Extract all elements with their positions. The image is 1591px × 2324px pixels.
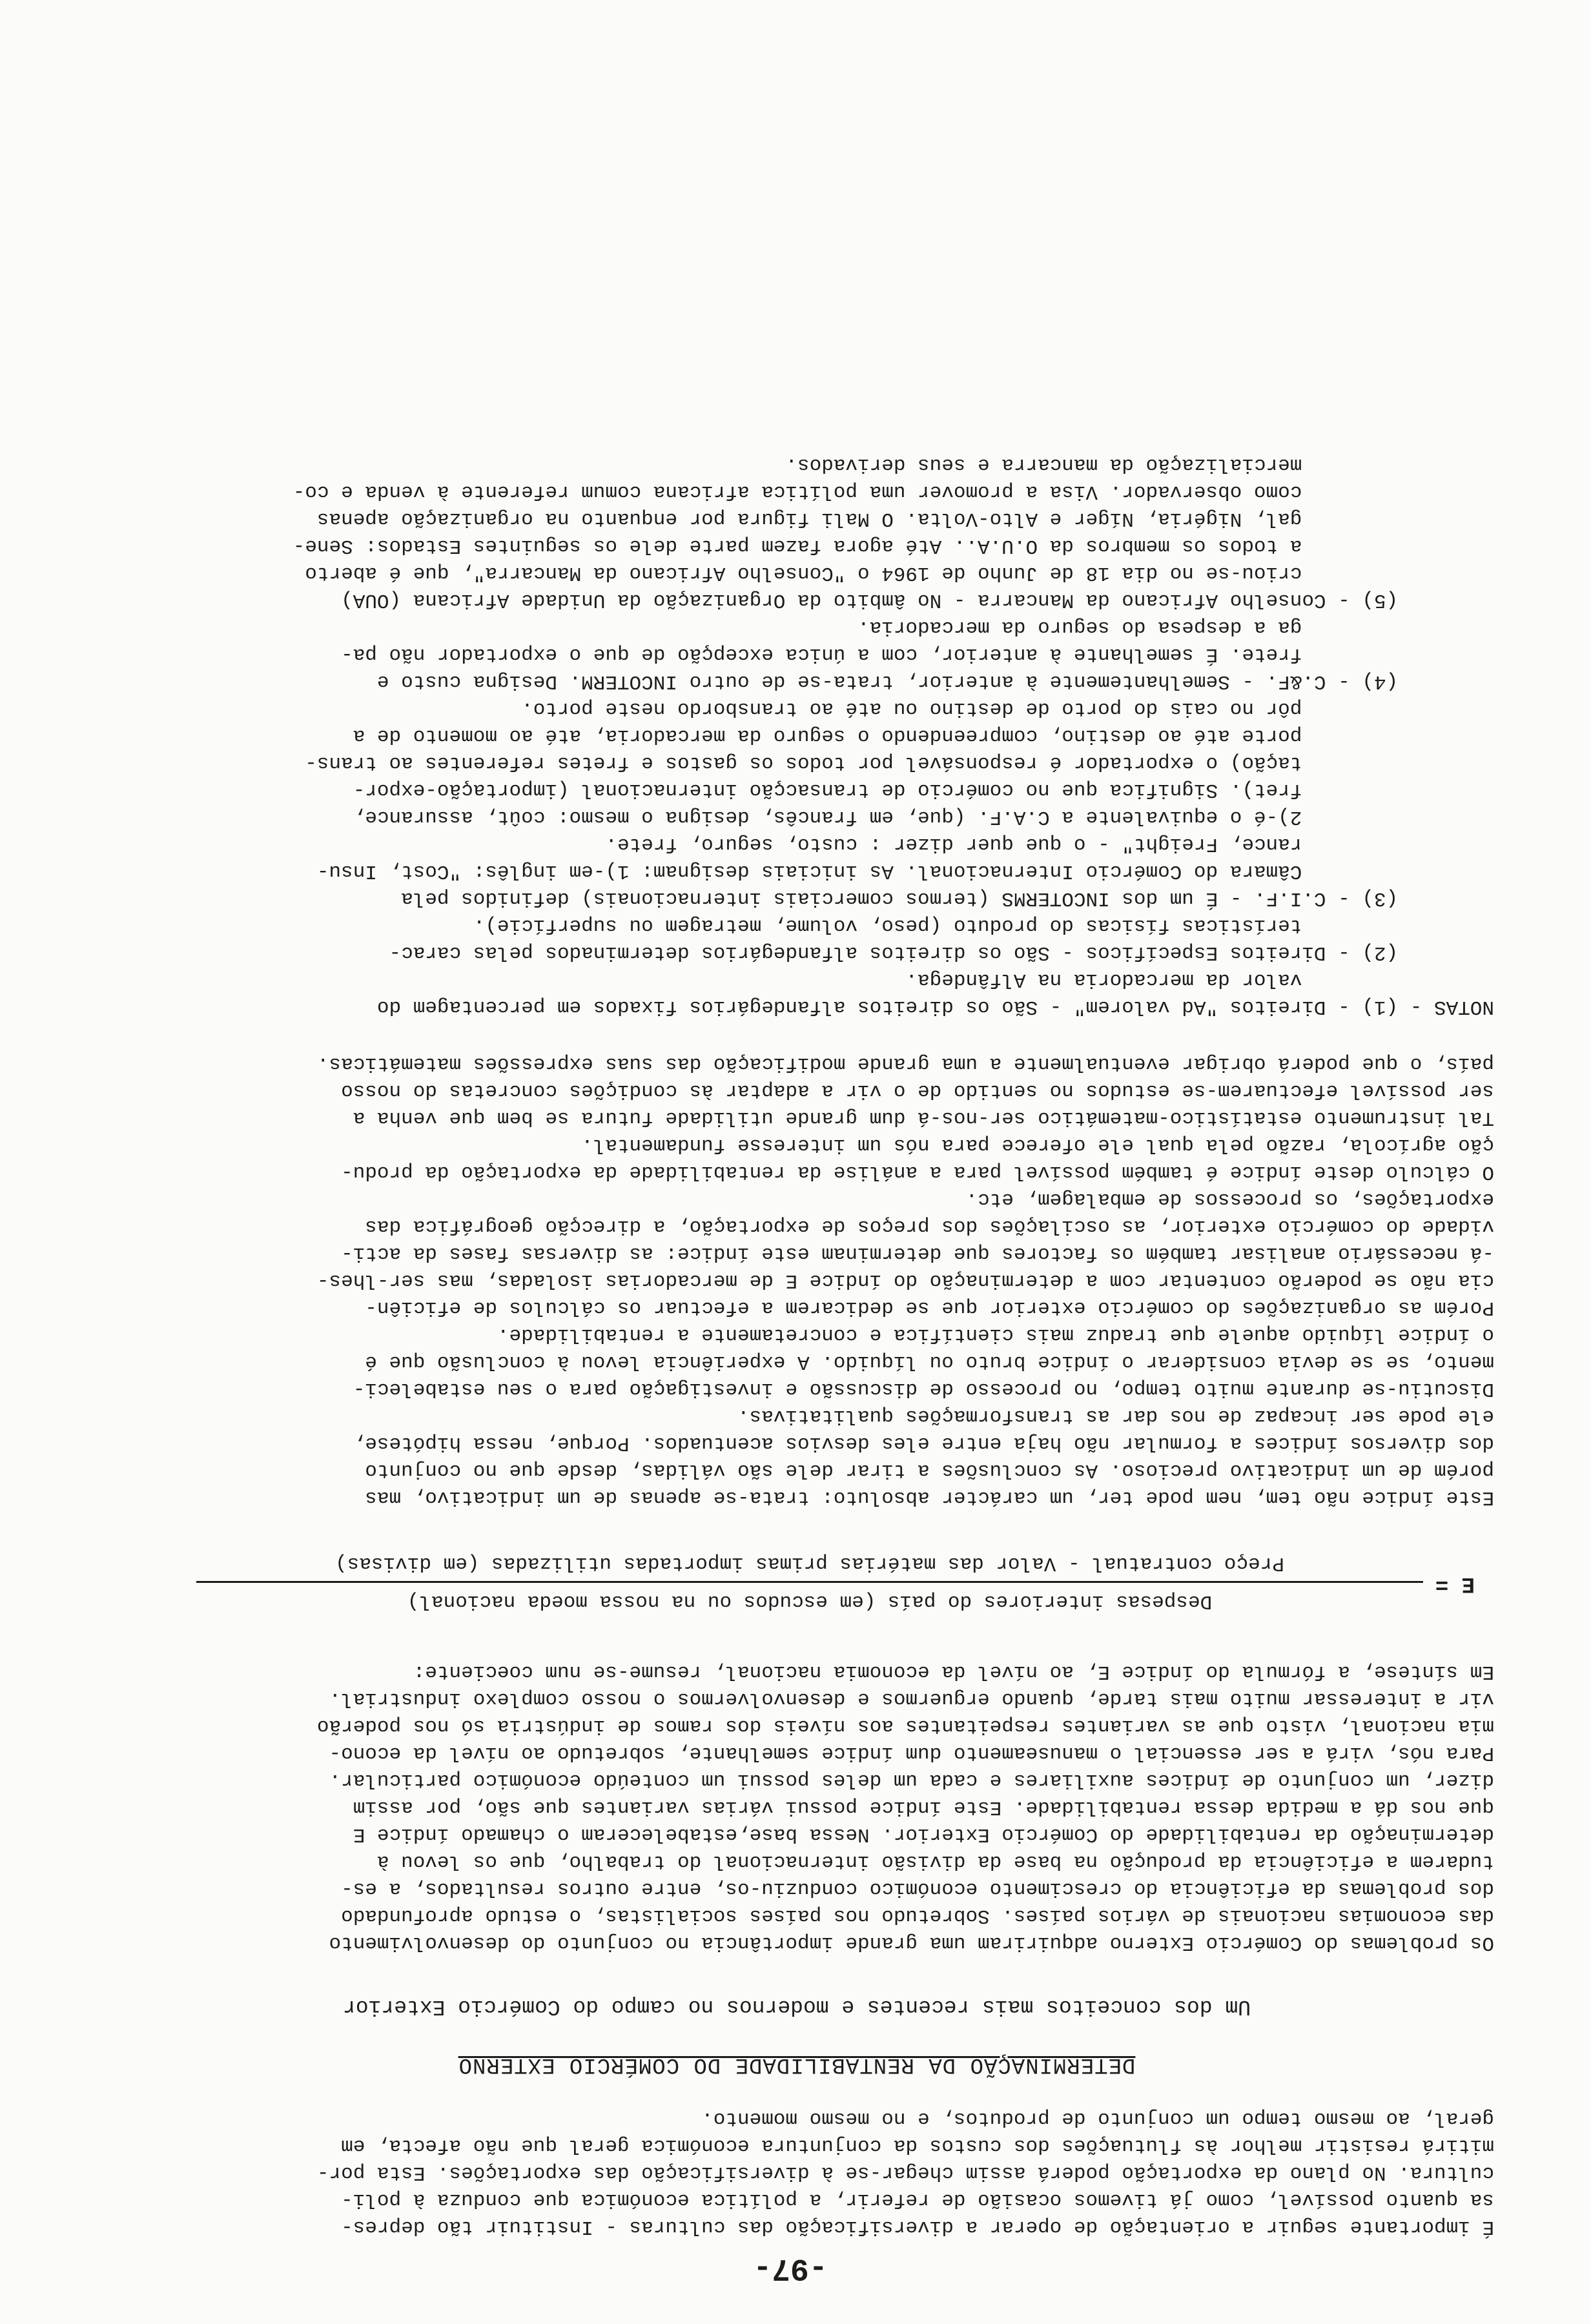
note-line: valor da mercadoria na Alfândega. bbox=[905, 968, 1494, 991]
text-line: país, o que poderá obrigar eventualmente a uma grande modificação das suas expressões matemáticas. bbox=[316, 1052, 1494, 1075]
text-line: É importante seguir a orientação de operar a diversificação das culturas - Instituir tão depres- bbox=[341, 2216, 1494, 2238]
text-line: -á necessário analisar também os factores que determinam este índice: as diversas fases da acti- bbox=[341, 1242, 1494, 1265]
text-line: ção agrícola, razão pela qual ele oferece para nós um interesse fundamental. bbox=[581, 1134, 1494, 1156]
note-line: como observador. Visa a promover uma política africana comum referente à venda e co- bbox=[293, 480, 1494, 503]
page-subtitle: Um dos conceitos mais recentes e modernos no campo do Comércio Exterior bbox=[342, 1995, 1251, 2019]
text-line: vidade do comércio exterior, as oscilações dos preços de exportação, a direcção geográfica das bbox=[365, 1215, 1494, 1238]
text-line: mitirá resistir melhor às flutuações dos custos da conjuntura económica geral que não afecta, em bbox=[341, 2134, 1494, 2157]
note-line: frete. É semelhante à anterior, com a única excepção de que o exportador não pa- bbox=[341, 643, 1494, 666]
text-line: geral, ao mesmo tempo um conjunto de produtos, e no mesmo momento. bbox=[701, 2107, 1494, 2130]
text-line: cultura. No plano da exportação poderá assim chegar-se à diversificação das exportações. Esta por- bbox=[316, 2161, 1494, 2184]
note-line: fret). Significa que no comércio de transacção internacional (importação-expor- bbox=[353, 779, 1494, 801]
note-line: (5) - Conselho Africano da Mancarra - No âmbito da Organização da Unidade Africana (OUA) bbox=[341, 589, 1494, 611]
text-line: o índice líquido aquele que traduz mais científica e concretamente a rentabilidade. bbox=[497, 1323, 1494, 1346]
text-line: Para nós, virá a ser essencial o manuseamento dum índice semelhante, sobretudo ao nível da econo- bbox=[329, 1742, 1494, 1764]
text-line: Os problemas do Comércio Externo adquiriram uma grande importância no conjunto do desenvolvimento bbox=[329, 1932, 1494, 1954]
page-number: -97- bbox=[753, 2250, 828, 2285]
note-line: Câmara do Comércio Internacional. As iniciais designam: 1)-em inglês: "Cost, Insu- bbox=[316, 860, 1494, 882]
text-line: ele pode ser incapaz de nos dar as transformações qualitativas. bbox=[737, 1405, 1494, 1427]
footnotes bbox=[99, 451, 1494, 1020]
section-heading bbox=[99, 2050, 1494, 2079]
text-line: mia nacional, visto que as variantes respeitantes aos níveis dos ramos de indústria só nos poderão bbox=[316, 1715, 1494, 1737]
section-subheading bbox=[99, 1992, 1494, 2021]
note-line: gal, Nigéria, Níger e Alto-Volta. O Mali figura por enquanto na organização apenas bbox=[316, 507, 1494, 530]
note-line: porte até ao destino, compreendendo o seguro da mercadoria, até ao momento de a bbox=[353, 724, 1494, 747]
text-line: mento, se se devia considerar o índice bruto ou líquido. A experiência levou à conclusão que é bbox=[365, 1351, 1494, 1373]
formula-denominator: Preço contratual - Valor das matérias primas importadas utilizadas (em divisas) bbox=[335, 1552, 1284, 1575]
intro-paragraph bbox=[99, 2105, 1494, 2240]
text-line: dos diversos índices a formular não haja entre eles desvios acentuados. Porque, nessa hipótese, bbox=[353, 1432, 1494, 1454]
note-line: (3) - C.I.F. - É um dos INCOTERMS (termos comerciais internacionais) definidos pela bbox=[401, 887, 1494, 910]
text-line: dizer, um conjunto de índices auxiliares e cada um deles possui um conteúdo económico particular. bbox=[329, 1769, 1494, 1791]
note-line: mercialização da mancarra e seus derivados. bbox=[785, 453, 1494, 476]
text-line: exportações, os processos de embalagem, etc. bbox=[965, 1188, 1494, 1210]
text-line: sa quanto possível, como já tivemos ocasião de referir, a política económica que conduza à poli- bbox=[341, 2188, 1494, 2211]
text-line: Porém as organizações do comércio exterior que se dedicarem a efectuar os cálculos de eficiên- bbox=[365, 1296, 1494, 1319]
text-line: Discutiu-se durante muito tempo, no processo de discussão e investigação para o seu estabeleci- bbox=[353, 1378, 1494, 1400]
text-line: determinação da rentabilidade do Comércio Exterior. Nessa base,estabeleceram o chamado índice E bbox=[353, 1823, 1494, 1846]
text-line: Tal instrumento estatístico-matemático ser-nos-á dum grande utilidade futura se bem que venha a bbox=[353, 1106, 1494, 1129]
text-line: ser possível efectuarem-se estudos no sentido de o vir a adaptar às condições concretas do nosso bbox=[341, 1079, 1494, 1102]
note-line: criou-se no dia 18 de Junho de 1964 o "Conselho Africano da Mancarra", que é aberto bbox=[305, 562, 1494, 584]
note-line: terísticas físicas do produto (peso, volume, metragem ou superfície). bbox=[473, 914, 1494, 937]
fraction-bar bbox=[196, 1581, 1423, 1583]
text-line: dos problemas da eficiência do crescimento económico conduziu-os, entre outros resultados, a es- bbox=[341, 1877, 1494, 1900]
text-line: Em síntese, a fórmula do índice E, ao nível da economia nacional, resume-se num coeciente: bbox=[413, 1660, 1494, 1683]
page-title: DETERMINAÇÃO DA RENTABILIDADE DO COMÉRCIO EXTERNO bbox=[458, 2052, 1136, 2077]
body-paragraph-2 bbox=[99, 1050, 1494, 1511]
note-line: ga a despesa do seguro da mercadoria. bbox=[857, 616, 1494, 638]
text-line: Este índice não tem, nem pode ter, um carácter absoluto: trata-se apenas de um indicativo, mas bbox=[365, 1486, 1494, 1509]
text-line: que nos dá a medida dessa rentabilidade. Este índice possui várias variantes que são, por assim bbox=[353, 1796, 1494, 1819]
text-line: das economias nacionais de vários países. Sobretudo nos países socialistas, o estudo aprofundado bbox=[341, 1904, 1494, 1927]
note-line: tação) o exportador é responsável por todos os gastos e fretes referentes ao trans- bbox=[305, 751, 1494, 774]
note-line: 2)-é o equivalente a C.A.F. (que, em francês, designa o mesmo: coût, assurance, bbox=[353, 806, 1494, 828]
note-line: NOTAS - (1) - Direitos "Ad valorem" - São os direitos alfandegários fixados em percentagem do bbox=[376, 995, 1494, 1018]
formula-label: E = bbox=[1435, 1571, 1475, 1596]
note-line: pôr no cais do porto de destino ou até ao transbordo neste porto. bbox=[521, 697, 1494, 720]
text-line: cia não se poderão contentar com a determinação do índice E de mercadorias isoladas, mas ser-lhes- bbox=[316, 1269, 1494, 1292]
note-line: rance, Freight" - o que quer dizer : custo, seguro, frete. bbox=[605, 833, 1494, 855]
note-line: (4) - C.&F. - Semelhantemente à anterior, trata-se de outro INCOTERM. Designa custo e bbox=[376, 670, 1494, 693]
note-line: (2) - Direitos Específicos - São os direitos alfandegários determinados pelas carac- bbox=[389, 941, 1494, 964]
text-line: O cálculo deste índice é também possível para a análise da rentabilidade da exportação da produ- bbox=[341, 1161, 1494, 1183]
text-line: tudarem a eficiência da produção na base da divisão internacional do trabalho, que os levou à bbox=[376, 1850, 1494, 1873]
text-line: vir a interessar muito mais tarde, quando erguermos e desenvolvermos o nosso complexo industrial. bbox=[329, 1687, 1494, 1710]
text-line: porém de um indicativo precioso. As conclusões a tirar dele são válidas, desde que no conjunto bbox=[365, 1459, 1494, 1482]
index-formula bbox=[196, 1550, 1475, 1614]
body-paragraph-1 bbox=[99, 1658, 1494, 1956]
formula-numerator: Despesas interiores do país (em escudos ou na nossa moeda nacional) bbox=[407, 1590, 1213, 1613]
note-line: a todos os membros da O.U.A.. Até agora fazem parte dele os seguintes Estados: Sene- bbox=[293, 535, 1494, 557]
